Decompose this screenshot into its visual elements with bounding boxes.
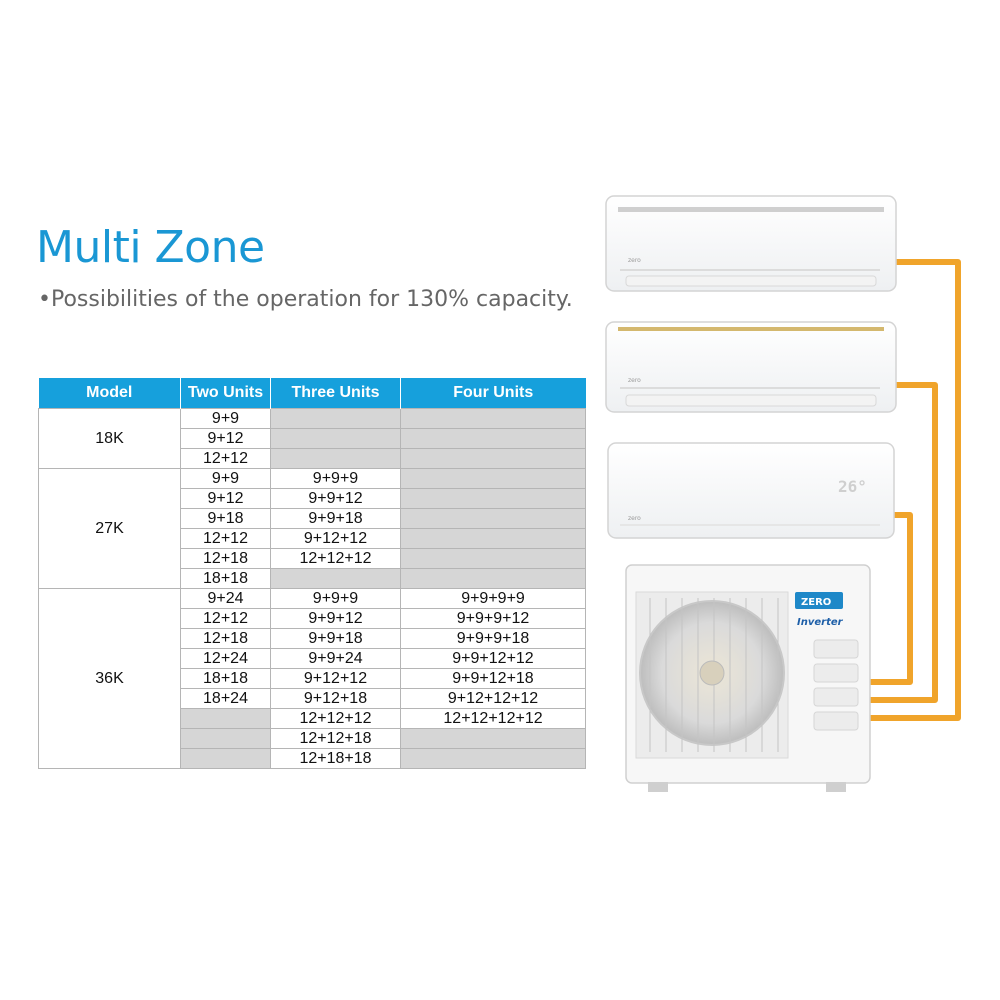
three-units-cell: 9+12+18 <box>271 689 401 709</box>
brand-badge: ZERO <box>801 597 832 608</box>
indoor-unit-bottom <box>608 443 894 538</box>
two-units-cell: 12+12 <box>181 529 271 549</box>
model-cell: 27K <box>39 469 181 589</box>
three-units-cell: 9+9+24 <box>271 649 401 669</box>
four-units-cell: 12+12+12+12 <box>401 709 586 729</box>
two-units-cell: 9+24 <box>181 589 271 609</box>
two-units-cell: 12+12 <box>181 449 271 469</box>
four-units-cell: 9+9+9+12 <box>401 609 586 629</box>
page-title: Multi Zone <box>36 222 265 273</box>
three-units-cell: 9+9+12 <box>271 609 401 629</box>
indoor-unit-middle <box>606 322 896 412</box>
three-units-cell: 12+12+12 <box>271 549 401 569</box>
three-units-cell: 12+18+18 <box>271 749 401 769</box>
model-cell: 18K <box>39 409 181 469</box>
two-units-cell: 18+18 <box>181 569 271 589</box>
svg-text:zero: zero <box>628 377 641 384</box>
pipe-middle-unit <box>868 385 935 700</box>
four-units-cell: 9+9+12+12 <box>401 649 586 669</box>
inverter-label: Inverter <box>797 617 843 628</box>
four-units-cell: 9+9+12+18 <box>401 669 586 689</box>
two-units-cell: 12+24 <box>181 649 271 669</box>
three-units-cell: 9+9+18 <box>271 629 401 649</box>
header-two-units: Two Units <box>181 378 271 409</box>
header-three-units: Three Units <box>271 378 401 409</box>
three-units-cell: 9+9+9 <box>271 589 401 609</box>
three-units-cell: 9+12+12 <box>271 529 401 549</box>
three-units-cell: 9+12+12 <box>271 669 401 689</box>
svg-text:zero: zero <box>628 257 641 264</box>
two-units-cell: 12+18 <box>181 629 271 649</box>
header-model: Model <box>39 378 181 409</box>
three-units-cell: 9+9+9 <box>271 469 401 489</box>
two-units-cell: 12+12 <box>181 609 271 629</box>
four-units-cell: 9+9+9+9 <box>401 589 586 609</box>
two-units-cell: 9+12 <box>181 429 271 449</box>
two-units-cell: 18+24 <box>181 689 271 709</box>
three-units-cell: 12+12+18 <box>271 729 401 749</box>
temperature-display: 26° <box>838 477 867 496</box>
three-units-cell: 9+9+12 <box>271 489 401 509</box>
svg-text:zero: zero <box>628 515 641 522</box>
page-subtitle: •Possibilities of the operation for 130% capacity. <box>38 287 573 312</box>
two-units-cell: 9+9 <box>181 469 271 489</box>
three-units-cell: 9+9+18 <box>271 509 401 529</box>
two-units-cell: 12+18 <box>181 549 271 569</box>
two-units-cell: 9+9 <box>181 409 271 429</box>
outdoor-condenser <box>626 565 870 792</box>
four-units-cell: 9+12+12+12 <box>401 689 586 709</box>
indoor-unit-top <box>606 196 896 291</box>
three-units-cell: 12+12+12 <box>271 709 401 729</box>
two-units-cell: 18+18 <box>181 669 271 689</box>
two-units-cell: 9+12 <box>181 489 271 509</box>
model-cell: 36K <box>39 589 181 769</box>
pipe-bottom-unit <box>868 515 910 682</box>
header-four-units: Four Units <box>401 378 586 409</box>
two-units-cell: 9+18 <box>181 509 271 529</box>
four-units-cell: 9+9+9+18 <box>401 629 586 649</box>
